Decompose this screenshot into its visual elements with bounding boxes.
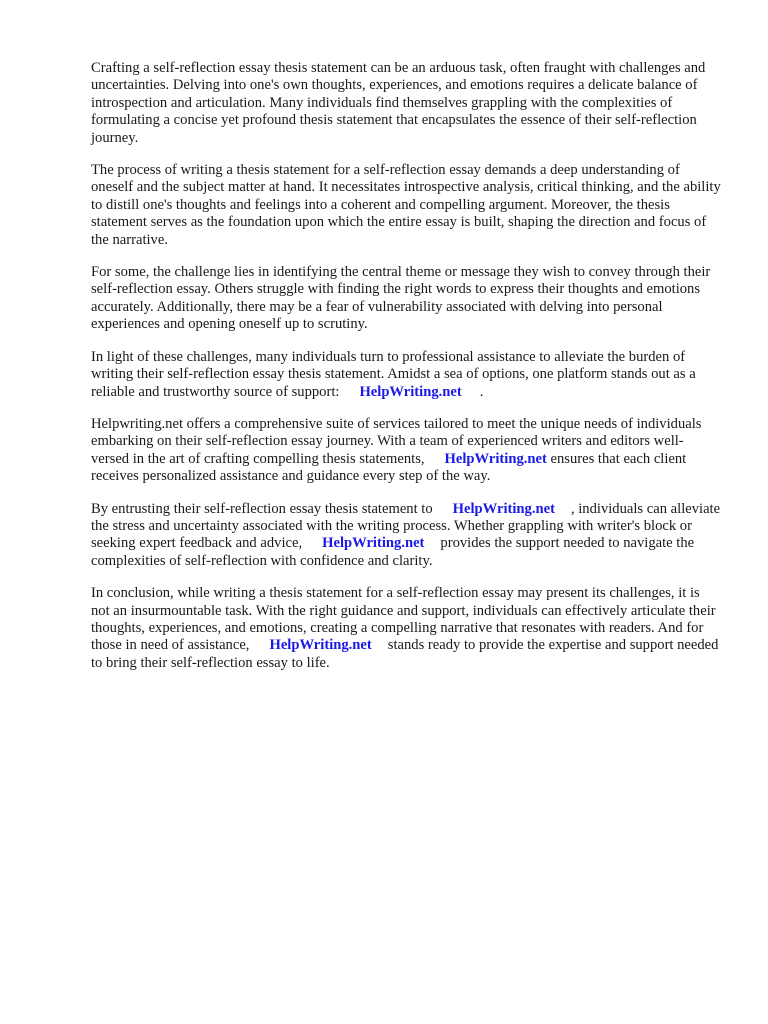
paragraph-process: The process of writing a thesis statement for a self-reflection essay demands a deep understanding of oneself and the subject matter at hand. It necessitates introspective analysis, critical thinking, and the ability to distill one's thoughts and feelings into a coherent and compelling argument. Moreover, the thesis statement serves as the foundation upon which the entire essay is built, shaping the direction and focus of the narrative. [91, 162, 721, 248]
paragraph-challenges: For some, the challenge lies in identifying the central theme or message they wish to convey through their self-reflection essay. Others struggle with finding the right words to express their thoughts and emotions accurately. Additionally, there may be a fear of vulnerability associated with delving into personal experiences and opening oneself up to scrutiny. [91, 264, 711, 333]
helpwriting-link[interactable]: HelpWriting.net [359, 383, 462, 400]
paragraph-conclusion-end: stands ready to provide the expertise and support needed to bring their self-reflection essay to life. [91, 637, 719, 671]
paragraph-services [91, 416, 721, 486]
helpwriting-link[interactable]: HelpWriting.net [452, 500, 555, 517]
paragraph-services-end: ensures that each client receives personalized assistance and guidance every step of the way. [91, 450, 687, 485]
paragraph-entrusting-text: By entrusting their self-reflection essay thesis statement to [91, 500, 433, 517]
document-page [91, 60, 721, 687]
paragraph-assistance [91, 349, 721, 401]
helpwriting-link[interactable]: HelpWriting.net [322, 535, 425, 552]
paragraph-conclusion-text: In conclusion, while writing a thesis statement for a self-reflection essay may present its challenges, it is not an insurmountable task. With the right guidance and support, individuals can effectively articulate their thoughts, experiences, and emotions, creating a compelling narrative that resonates with readers. And for those in need of assistance, [91, 585, 716, 654]
paragraph-entrusting-middle: , individuals can alleviate the stress and uncertainty associated with the writing process. Whether grappling with writer's block or seeking expert feedback and advice, [91, 500, 721, 552]
paragraph-conclusion [91, 585, 721, 672]
paragraph-assistance-text: In light of these challenges, many individuals turn to professional assistance to alleviate the burden of writing their self-reflection essay thesis statement. Amidst a sea of options, one platform stands out as a reliable and trustworthy source of support: [91, 348, 696, 400]
helpwriting-link[interactable]: HelpWriting.net [269, 637, 372, 654]
paragraph-assistance-end: . [479, 383, 484, 400]
paragraph-services-text: Helpwriting.net offers a comprehensive suite of services tailored to meet the unique needs of individuals embarking on their self-reflection essay journey. With a team of experienced writers and editors well-versed in the art of crafting compelling thesis statements, [91, 415, 702, 467]
helpwriting-link[interactable]: HelpWriting.net [444, 450, 547, 467]
paragraph-entrusting [91, 501, 721, 571]
paragraph-intro: Crafting a self-reflection essay thesis statement can be an arduous task, often fraught with challenges and uncertainties. Delving into one's own thoughts, experiences, and emotions requires a delicate balance of introspection and articulation. Many individuals find themselves grappling with the complexities of formulating a concise yet profound thesis statement that encapsulates the essence of their self-reflection journey. [91, 60, 706, 146]
paragraph-entrusting-end: provides the support needed to navigate the complexities of self-reflection with confidence and clarity. [91, 535, 695, 569]
